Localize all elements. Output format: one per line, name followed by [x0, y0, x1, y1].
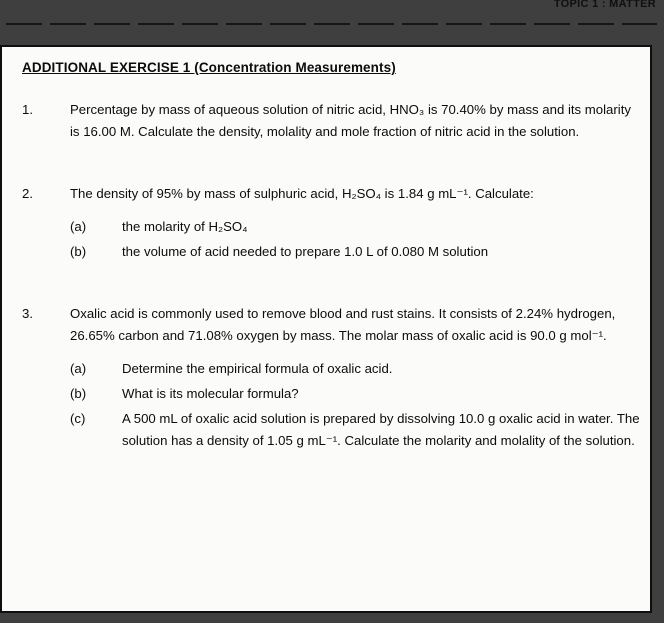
- part-label: (b): [70, 386, 87, 401]
- question-item-2: [22, 183, 640, 263]
- part-label: (c): [70, 411, 86, 426]
- question-text: The density of 95% by mass of sulphuric acid, H₂SO₄ is 1.84 g mL⁻¹. Calculate:: [70, 186, 534, 201]
- question-part: [70, 358, 640, 380]
- question-text: Oxalic acid is commonly used to remove blood and rust stains. It consists of 2.24% hydrogen, 26.65% carbon and 71.08% oxygen by mass. The molar mass of oxalic acid is 90.0 g mol⁻¹.: [70, 306, 616, 343]
- header-divider: [6, 23, 657, 25]
- question-number: 2.: [22, 186, 33, 201]
- parts-list: [70, 358, 640, 452]
- part-text: the volume of acid needed to prepare 1.0 L of 0.080 M solution: [122, 244, 489, 259]
- part-label: (a): [70, 219, 87, 234]
- question-number: 1.: [22, 102, 33, 117]
- question-body: [70, 99, 640, 143]
- part-text: What is its molecular formula?: [122, 386, 299, 401]
- question-body: [70, 303, 640, 452]
- question-part: [70, 408, 640, 452]
- part-text: Determine the empirical formula of oxalic acid.: [122, 361, 393, 376]
- topic-label: TOPIC 1 : MATTER: [553, 0, 656, 10]
- question-part: [70, 216, 640, 238]
- part-text: A 500 mL of oxalic acid solution is prepared by dissolving 10.0 g oxalic acid in water. The solution has a density of 1.05 g mL⁻¹. Calculate the molarity and molality of the solution.: [122, 411, 640, 448]
- page-header: [0, 0, 664, 45]
- question-item-3: [22, 303, 640, 452]
- part-label: (b): [70, 244, 87, 259]
- question-text: Percentage by mass of aqueous solution of nitric acid, HNO₃ is 70.40% by mass and its molarity is 16.00 M. Calculate the density, molality and mole fraction of nitric acid in the solution.: [70, 102, 631, 139]
- document-page: [0, 45, 652, 613]
- parts-list: [70, 216, 640, 263]
- part-text: the molarity of H₂SO₄: [122, 219, 248, 234]
- question-number: 3.: [22, 306, 33, 321]
- question-item-1: [22, 99, 640, 143]
- question-part: [70, 383, 640, 405]
- exercise-title: ADDITIONAL EXERCISE 1 (Concentration Measurements): [22, 60, 396, 75]
- part-label: (a): [70, 361, 87, 376]
- question-part: [70, 241, 640, 263]
- question-body: [70, 183, 640, 263]
